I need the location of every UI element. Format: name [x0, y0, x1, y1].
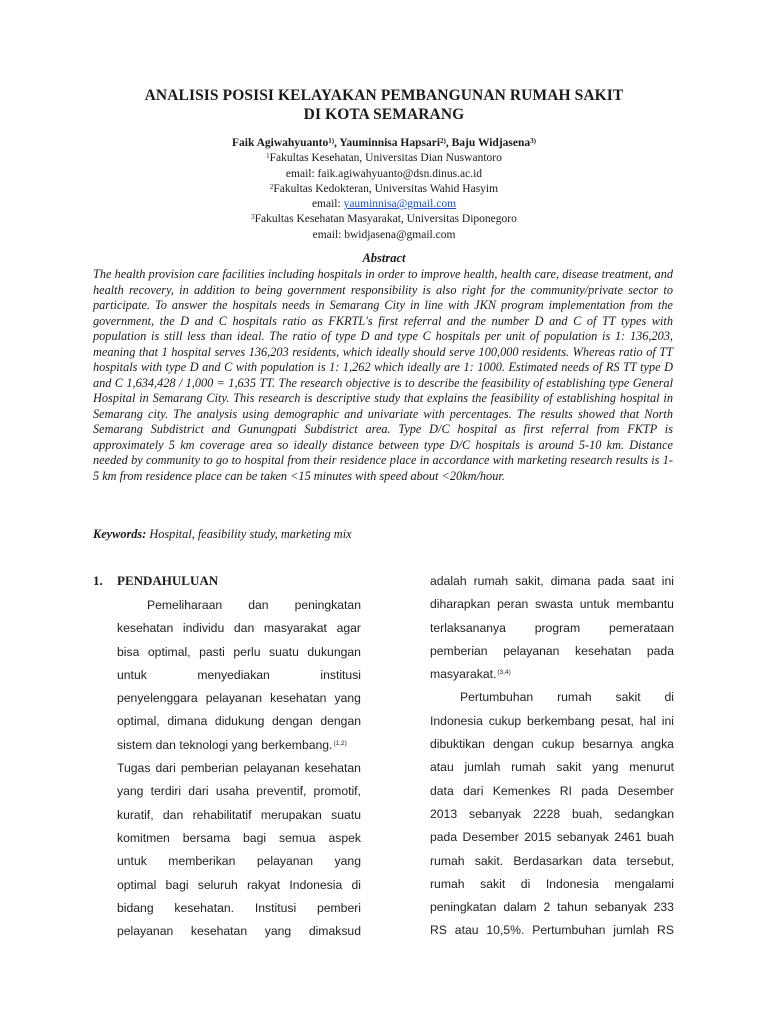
author-3-sup: 3) — [530, 137, 536, 145]
body-word: aspek — [328, 830, 361, 845]
body-word: suatu — [331, 807, 361, 822]
body-word: dibuktikan — [430, 737, 485, 752]
body-word: pada — [581, 783, 609, 798]
section-title: PENDAHULUAN — [117, 573, 219, 588]
body-word: sebanyak — [556, 830, 609, 845]
body-word: usaha — [215, 784, 250, 799]
author-names — [60, 136, 708, 151]
body-word: buah — [646, 830, 674, 845]
body-word: 2013 — [430, 806, 458, 821]
body-word: dimana — [550, 574, 591, 588]
body-word: bagi — [165, 877, 189, 892]
body-word: rehabilitatif — [192, 807, 252, 822]
body-word: memberikan — [168, 854, 236, 869]
body-word: 10,5%. — [486, 923, 525, 938]
body-word: 2461 — [614, 830, 642, 845]
title-line-2: DI KOTA SEMARANG — [303, 106, 465, 123]
body-line — [117, 664, 361, 687]
body-word: peran — [497, 597, 529, 612]
body-word: kesehatan — [270, 691, 327, 706]
body-line — [430, 756, 674, 779]
body-column-left — [117, 594, 361, 943]
body-word: peningkatan — [430, 900, 497, 915]
body-line — [117, 641, 361, 664]
email-2 — [60, 197, 708, 212]
body-word: dan — [162, 807, 184, 822]
body-word: pelayanan — [243, 761, 300, 776]
body-word: dari — [188, 784, 209, 799]
body-word: di — [351, 877, 361, 892]
body-word: 233 — [653, 900, 674, 915]
body-line — [430, 826, 674, 849]
body-word: kesehatan — [304, 761, 361, 776]
body-word: program — [534, 620, 581, 635]
body-word: dalam — [503, 900, 537, 915]
body-word: yang — [592, 760, 619, 775]
body-word: dengan — [272, 714, 313, 729]
keywords — [93, 527, 673, 542]
body-word: rumah — [511, 760, 546, 775]
body-word: menurut — [629, 760, 674, 775]
body-word: hal — [639, 713, 656, 728]
body-word: dari — [155, 761, 176, 776]
body-word: 2015 — [524, 830, 552, 845]
body-word: Kemenkes — [492, 783, 551, 798]
body-word: optimal — [117, 877, 157, 892]
body-word: perlu — [233, 644, 261, 659]
body-word: pemerataan — [608, 620, 674, 635]
body-word: Institusi — [254, 900, 297, 915]
body-word: mengalami — [614, 876, 674, 891]
body-word: di — [664, 690, 674, 705]
body-line — [430, 733, 674, 756]
body-word: dengan — [320, 714, 361, 729]
body-line — [117, 897, 361, 920]
body-word: RI — [559, 783, 572, 798]
author-1: Faik Agiwahyuanto — [232, 137, 329, 149]
body-word: sakit — [615, 690, 641, 705]
body-word: untuk — [117, 667, 147, 682]
abstract-text: The health provision care facilities including hospitals in order to improve health, health care, disease treatment, and health recovery, in addition to being government responsibility is also right for the community/private sector to participate. To answer the hospitals needs in Semarang City in line with JKN program implementation from the government, the D and C hospitals ratio as FKRTL's first referral and the number D and C of TT types with population is still less than ideal. The ratio of type D and type C hospitals per unit of population is 1: 136,203, meaning that 1 hospital serves 136,203 residents, which ideally should serve 100,000 residents. Whereas ratio of TT hospitals with type D and C with population is 1: 1,262 which ideally are 1: 1000. Estimated needs of RS TT type D and C 1,634,428 / 1,000 = 1,635 TT. The research objective is to describe the feasibility of establishing type General Hospital in Semarang City. This research is descriptive study that explains the feasibility of establishing hospital in Semarang city. The analysis using demographic and univariate with percentages. The results showed that North Semarang Subdistrict and Gunungpati Subdistrict area. Type D/C hospital as first referral from FKTP is approximately 5 km coverage area so ideally distance between type D/C hospitals is around 5-10 km. Distance needed by community to go to hospital from their residence place in accordance with marketing research results is 1-5 km from residence place can be taken <15 minutes with speed about <20km/hour. — [93, 267, 673, 483]
body-line — [117, 874, 361, 897]
body-word: untuk — [117, 854, 147, 869]
keywords-label: Keywords: — [93, 527, 147, 541]
body-word: pelayanan — [503, 643, 560, 658]
title-line-1: ANALISIS POSISI KELAYAKAN PEMBANGUNAN RUMAH SAKIT — [144, 87, 624, 104]
body-word: rumah — [430, 853, 465, 868]
body-line — [430, 803, 674, 826]
body-line — [430, 617, 674, 640]
email-3: email: bwidjasena@gmail.com — [312, 228, 456, 241]
body-word: Pertumbuhan — [532, 923, 606, 938]
body-word: yang — [117, 784, 144, 799]
body-word: yang — [264, 924, 292, 939]
body-line — [117, 594, 361, 617]
body-word: atau — [430, 760, 454, 775]
email-1: email: faik.agiwahyuanto@dsn.dinus.ac.id — [285, 167, 483, 180]
body-word: Desember — [617, 783, 674, 798]
body-word: agar — [336, 621, 361, 636]
body-word: pesat, — [600, 713, 634, 728]
body-word: didukung — [214, 714, 265, 729]
affiliation-1-sup: 1 — [266, 152, 270, 161]
body-word: masyarakat — [263, 621, 327, 636]
body-word: dari — [463, 783, 484, 798]
body-line-text: sistem dan teknologi yang berkembang. — [117, 737, 333, 752]
email-2-link[interactable]: yauminnisa@gmail.com — [343, 198, 457, 211]
affiliation-3-sup: 3 — [251, 213, 255, 222]
email-2-prefix: email: — [311, 198, 344, 211]
body-word: individu — [182, 621, 225, 636]
body-word: Indonesia — [289, 877, 343, 892]
body-word: optimal, — [147, 644, 191, 659]
author-2-sup: 2) — [440, 137, 446, 145]
body-line — [430, 780, 674, 803]
body-line — [117, 757, 361, 780]
section-number: 1. — [93, 573, 103, 588]
body-word: tahun — [557, 900, 588, 915]
body-word: Pemeliharaan — [147, 598, 223, 612]
body-word: dimana — [167, 714, 208, 729]
body-word: untuk — [579, 597, 610, 612]
body-word: pada — [597, 574, 625, 588]
body-word: optimal, — [117, 714, 160, 729]
body-word: Indonesia — [545, 876, 599, 891]
paper-title — [60, 86, 708, 124]
body-word: ini — [661, 713, 674, 728]
body-word: buah, — [572, 806, 603, 821]
body-word: RS — [657, 923, 674, 938]
body-word: pelayanan — [256, 854, 314, 869]
body-word: saat — [631, 574, 655, 588]
affiliation-3 — [60, 212, 708, 227]
body-word: pemberi — [316, 900, 361, 915]
body-word: Berdasarkan — [513, 853, 583, 868]
body-word: sakit — [556, 760, 582, 775]
body-line — [117, 687, 361, 710]
body-word: besarnya — [582, 737, 633, 752]
affiliation-1 — [60, 151, 708, 166]
section-heading — [93, 573, 218, 589]
body-word: sebanyak — [594, 900, 647, 915]
body-word: dan — [248, 598, 269, 612]
body-line — [430, 593, 674, 616]
body-word: cukup — [541, 737, 575, 752]
body-line — [117, 850, 361, 873]
body-word: dan — [233, 621, 255, 636]
body-word: peningkatan — [294, 598, 361, 612]
citation: (3,4) — [497, 669, 511, 677]
body-word: kesehatan — [190, 924, 248, 939]
keywords-text: Hospital, feasibility study, marketing mix — [146, 527, 352, 541]
body-word: membantu — [616, 597, 674, 612]
body-word: dengan — [493, 737, 534, 752]
body-word: RS — [430, 923, 447, 938]
body-word: sakit. — [474, 853, 504, 868]
body-word: tersebut, — [626, 853, 674, 868]
body-word: yang — [334, 691, 361, 706]
body-word: jumlah — [613, 923, 650, 938]
body-line — [117, 920, 361, 943]
body-line — [430, 919, 674, 942]
body-word: semua — [278, 830, 316, 845]
affiliation-2-text: Fakultas Kedokteran, Universitas Wahid Hasyim — [273, 182, 499, 195]
body-word: menyediakan — [197, 667, 270, 682]
body-word: seluruh — [197, 877, 238, 892]
body-line-text: masyarakat. — [430, 667, 497, 682]
body-word: pemberian — [180, 761, 239, 776]
body-line — [117, 780, 361, 803]
body-word: kesehatan — [575, 643, 632, 658]
body-word: Pertumbuhan — [460, 690, 534, 705]
author-1-sup: 1) — [328, 137, 335, 145]
body-word: yang — [334, 854, 361, 869]
body-word: ini — [661, 574, 674, 588]
body-word: 2228 — [533, 806, 561, 821]
body-word: pada — [646, 643, 674, 658]
body-line — [117, 804, 361, 827]
body-word: Tugas — [117, 761, 151, 776]
author-2: , Yauminnisa Hapsari — [334, 137, 441, 149]
body-word: terdiri — [150, 784, 182, 799]
body-word: institusi — [320, 667, 361, 682]
body-line — [430, 663, 674, 686]
body-word: data — [592, 853, 617, 868]
body-word: jumlah — [464, 760, 501, 775]
body-word: bagi — [243, 830, 267, 845]
body-word: adalah — [430, 574, 467, 588]
body-line — [117, 827, 361, 850]
body-word: swasta — [535, 597, 573, 612]
author-3: , Baju Widjasena — [445, 137, 531, 149]
citation: (1,2) — [333, 739, 347, 747]
body-word: berkembang — [527, 713, 595, 728]
body-word: rakyat — [246, 877, 281, 892]
body-word: kuratif, — [117, 807, 154, 822]
affiliation-2-sup: 2 — [269, 182, 274, 191]
body-line — [430, 686, 674, 709]
body-word: suatu — [269, 644, 299, 659]
body-word: angka — [640, 737, 674, 752]
body-word: Indonesia — [430, 713, 483, 728]
body-word: komitmen — [117, 830, 170, 845]
body-word: pada — [430, 830, 458, 845]
body-word: atau — [454, 923, 479, 938]
body-line — [430, 873, 674, 896]
body-line — [117, 734, 361, 757]
body-word: rumah — [430, 876, 465, 891]
body-line — [117, 617, 361, 640]
body-word: sakit — [480, 876, 506, 891]
body-word: Desember — [462, 830, 519, 845]
body-column-right — [430, 570, 674, 943]
body-word: data — [430, 783, 454, 798]
body-word: rumah — [473, 574, 509, 588]
body-word: bidang — [117, 900, 154, 915]
body-word: bisa — [117, 644, 140, 659]
body-word: dimaksud — [308, 924, 361, 939]
body-word: pelayanan — [205, 691, 263, 706]
body-word: sebanyak — [468, 806, 522, 821]
body-word: diharapkan — [430, 597, 491, 612]
body-word: sedangkan — [614, 806, 674, 821]
author-block — [60, 136, 708, 243]
body-line — [430, 570, 674, 593]
body-word: terlaksananya — [430, 620, 506, 635]
body-word: sakit, — [515, 574, 544, 588]
body-word: pemberian — [430, 643, 488, 658]
body-word: cukup — [488, 713, 522, 728]
body-word: rumah — [557, 690, 592, 705]
body-word: preventif, — [256, 784, 307, 799]
affiliation-2 — [60, 182, 708, 197]
body-word: di — [520, 876, 531, 891]
body-line — [430, 896, 674, 919]
body-word: bersama — [182, 830, 231, 845]
affiliation-3-text: Fakultas Kesehatan Masyarakat, Universitas Diponegoro — [254, 213, 517, 226]
body-word: pasti — [199, 644, 225, 659]
body-word: 2 — [543, 900, 551, 915]
affiliation-1-text: Fakultas Kesehatan, Universitas Dian Nuswantoro — [269, 152, 502, 165]
body-word: pelayanan — [117, 924, 174, 939]
body-line — [117, 710, 361, 733]
body-word: penyelenggara — [117, 691, 198, 706]
abstract-heading: Abstract — [362, 251, 406, 265]
body-word: kesehatan — [117, 621, 174, 636]
body-line — [430, 850, 674, 873]
body-word: merupakan — [260, 807, 322, 822]
body-word: dukungan — [307, 644, 361, 659]
body-line — [430, 640, 674, 663]
body-line — [430, 710, 674, 733]
body-word: kesehatan. — [174, 900, 235, 915]
body-word: promotif, — [313, 784, 361, 799]
